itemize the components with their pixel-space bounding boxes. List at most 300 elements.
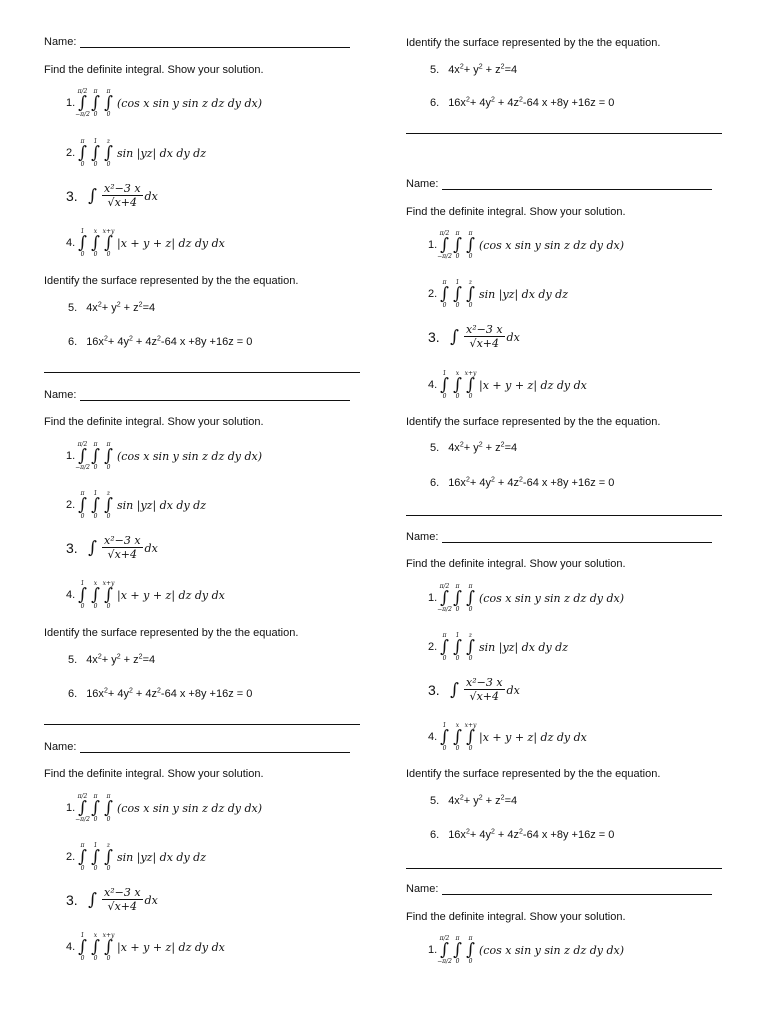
integral-sign-group xyxy=(451,722,464,752)
equation-term: + 4z xyxy=(494,829,520,841)
upper-limit: π xyxy=(106,793,111,800)
integral-symbol: ∫ xyxy=(466,727,475,747)
exponent: 2 xyxy=(465,476,470,484)
integral-sign-group xyxy=(451,230,464,260)
integral-symbol: ∫ xyxy=(450,680,459,700)
integral-sign-group xyxy=(89,228,102,258)
integrand: sin |yz| dx dy dz xyxy=(117,146,206,160)
sqrt-symbol: √ xyxy=(107,196,115,209)
radicand: x+4 xyxy=(114,196,137,209)
integrand: (cos x sin y sin z dz dy dx) xyxy=(479,238,625,252)
exponent: 2 xyxy=(128,687,133,695)
problem-number: 5. xyxy=(430,64,440,76)
name-field xyxy=(44,741,384,753)
problem-1 xyxy=(428,230,768,260)
upper-limit: π xyxy=(442,279,447,286)
problem-2 xyxy=(428,632,768,662)
equation-term: + z xyxy=(482,795,501,807)
exponent: 2 xyxy=(490,828,495,836)
integrand: (cos x sin y sin z dz dy dx) xyxy=(117,449,263,463)
upper-limit: π xyxy=(80,842,85,849)
numerator: x²−3 x xyxy=(104,182,141,195)
equation-term: 16x xyxy=(86,688,104,700)
exponent: 2 xyxy=(97,653,102,661)
integral-sign-group xyxy=(438,935,451,965)
integral-symbol: ∫ xyxy=(104,847,113,867)
name-field xyxy=(406,178,746,190)
equation-term: + z xyxy=(482,64,501,76)
sqrt-symbol: √ xyxy=(107,548,115,561)
integrand: (cos x sin y sin z dz dy dx) xyxy=(479,591,625,605)
exponent: 2 xyxy=(97,301,102,309)
equation-term: + y xyxy=(101,302,117,314)
equation-term: + y xyxy=(463,795,479,807)
upper-limit: π xyxy=(468,583,473,590)
lower-limit: 0 xyxy=(106,464,111,471)
exponent: 2 xyxy=(459,63,464,71)
problem-4 xyxy=(66,932,406,962)
integral-sign-group xyxy=(102,793,115,823)
integral-sign-group xyxy=(102,441,115,471)
upper-limit: π/2 xyxy=(77,441,88,448)
problem-number: 2. xyxy=(66,147,76,159)
integral-symbol: ∫ xyxy=(78,847,87,867)
problem-number: 1. xyxy=(66,450,76,462)
integral-sign-group xyxy=(464,722,477,752)
integral-symbol: ∫ xyxy=(78,446,87,466)
exponent: 2 xyxy=(519,476,523,484)
name-label: Name: xyxy=(44,36,77,48)
integral-sign-group xyxy=(464,230,477,260)
integral-symbol: ∫ xyxy=(78,585,87,605)
instruction-find-integral: Find the definite integral. Show your solution. xyxy=(44,416,264,428)
exponent: 2 xyxy=(519,828,523,836)
equation-term: + 4z xyxy=(494,97,520,109)
upper-limit: π xyxy=(93,441,98,448)
problem-3 xyxy=(66,535,406,561)
integral-sign-group xyxy=(76,580,89,610)
integral-sign-group xyxy=(102,138,115,168)
integral-sign-group xyxy=(464,370,477,400)
problem-4 xyxy=(66,580,406,610)
lower-limit: 0 xyxy=(455,302,460,309)
integral-symbol: ∫ xyxy=(91,937,100,957)
integral-symbol: ∫ xyxy=(104,798,113,818)
numerator: x²−3 x xyxy=(466,676,503,689)
instruction-identify-surface: Identify the surface represented by the the equation. xyxy=(406,768,661,780)
problem-3 xyxy=(428,677,768,703)
problem-number: 5. xyxy=(430,442,440,454)
equation-term: + z xyxy=(482,442,501,454)
integral-sign-group xyxy=(76,932,89,962)
integrand: sin |yz| dx dy dz xyxy=(117,850,206,864)
exponent: 2 xyxy=(103,687,108,695)
upper-limit: x xyxy=(93,228,98,235)
problem-number: 1. xyxy=(66,802,76,814)
lower-limit: 0 xyxy=(106,251,111,258)
upper-limit: 1 xyxy=(80,580,85,587)
lower-limit: 0 xyxy=(80,865,85,872)
name-label: Name: xyxy=(406,531,439,543)
upper-limit: 1 xyxy=(80,932,85,939)
equation-term: =4 xyxy=(142,654,156,666)
problem-number: 5. xyxy=(430,795,440,807)
equation-term: =4 xyxy=(142,302,156,314)
problem-2 xyxy=(428,279,768,309)
integral-symbol: ∫ xyxy=(453,727,462,747)
differential: dx xyxy=(144,189,158,203)
integral-sign-group xyxy=(451,583,464,613)
equation-term: -64 x +8y +16z = 0 xyxy=(160,336,253,348)
equation-term: 16x xyxy=(448,97,466,109)
integral-symbol: ∫ xyxy=(91,495,100,515)
equation-term: + 4z xyxy=(494,477,520,489)
problem-number: 1. xyxy=(428,239,438,251)
integral-sign-group xyxy=(76,793,89,823)
lower-limit: −π/2 xyxy=(437,958,452,965)
upper-limit: 1 xyxy=(93,138,98,145)
upper-limit: 1 xyxy=(455,279,460,286)
upper-limit: 1 xyxy=(80,228,85,235)
radicand: x+4 xyxy=(114,900,137,913)
instruction-find-integral: Find the definite integral. Show your solution. xyxy=(44,768,264,780)
upper-limit: 1 xyxy=(93,842,98,849)
integral-sign-group xyxy=(89,138,102,168)
exponent: 2 xyxy=(478,63,483,71)
lower-limit: 0 xyxy=(106,955,111,962)
problem-number: 3. xyxy=(428,329,440,345)
equation-term: + 4y xyxy=(469,477,491,489)
lower-limit: 0 xyxy=(442,302,447,309)
fraction xyxy=(102,183,143,209)
problem-number: 3. xyxy=(66,188,78,204)
integral-symbol: ∫ xyxy=(453,284,462,304)
section-separator xyxy=(406,133,722,134)
equation-term: + 4y xyxy=(107,688,129,700)
fraction xyxy=(464,324,505,350)
integral-symbol: ∫ xyxy=(440,727,449,747)
problem-number: 4. xyxy=(428,731,438,743)
numerator: x²−3 x xyxy=(466,323,503,336)
equation-5 xyxy=(430,442,768,454)
instruction-identify-surface: Identify the surface represented by the the equation. xyxy=(406,416,661,428)
integral-sign-group xyxy=(464,583,477,613)
upper-limit: x+y xyxy=(102,228,115,235)
lower-limit: 0 xyxy=(80,603,85,610)
integral-symbol: ∫ xyxy=(466,940,475,960)
equation-term: =4 xyxy=(504,442,518,454)
problem-3 xyxy=(428,324,768,350)
upper-limit: π/2 xyxy=(77,88,88,95)
integral-symbol: ∫ xyxy=(450,327,459,347)
lower-limit: 0 xyxy=(455,745,460,752)
lower-limit: 0 xyxy=(106,865,111,872)
exponent: 2 xyxy=(116,301,121,309)
integrand: |x + y + z| dz dy dx xyxy=(117,236,225,250)
integral-sign-group xyxy=(438,279,451,309)
equation-term: -64 x +8y +16z = 0 xyxy=(522,477,615,489)
radicand: x+4 xyxy=(476,690,499,703)
problem-number: 2. xyxy=(66,499,76,511)
denominator xyxy=(470,337,499,350)
integral-symbol: ∫ xyxy=(104,937,113,957)
lower-limit: 0 xyxy=(93,603,98,610)
exponent: 2 xyxy=(459,441,464,449)
problem-number: 4. xyxy=(66,237,76,249)
lower-limit: 0 xyxy=(442,655,447,662)
exponent: 2 xyxy=(103,335,108,343)
integrand: |x + y + z| dz dy dx xyxy=(479,378,587,392)
upper-limit: π xyxy=(93,88,98,95)
lower-limit: 0 xyxy=(442,393,447,400)
lower-limit: 0 xyxy=(468,655,473,662)
exponent: 2 xyxy=(116,653,121,661)
integral-symbol: ∫ xyxy=(91,93,100,113)
lower-limit: −π/2 xyxy=(75,111,90,118)
equation-term: -64 x +8y +16z = 0 xyxy=(522,829,615,841)
lower-limit: −π/2 xyxy=(75,464,90,471)
lower-limit: −π/2 xyxy=(437,606,452,613)
fraction xyxy=(102,887,143,913)
lower-limit: 0 xyxy=(455,253,460,260)
problem-1 xyxy=(66,88,406,118)
integral-symbol: ∫ xyxy=(104,585,113,605)
integral-symbol: ∫ xyxy=(78,937,87,957)
problem-number: 2. xyxy=(428,641,438,653)
equation-term: + y xyxy=(463,64,479,76)
integral-symbol: ∫ xyxy=(453,375,462,395)
integral-symbol: ∫ xyxy=(466,235,475,255)
lower-limit: 0 xyxy=(468,606,473,613)
lower-limit: 0 xyxy=(106,603,111,610)
equation-term: -64 x +8y +16z = 0 xyxy=(522,97,615,109)
instruction-identify-surface: Identify the surface represented by the the equation. xyxy=(44,275,299,287)
instruction-identify-surface: Identify the surface represented by the the equation. xyxy=(44,627,299,639)
numerator: x²−3 x xyxy=(104,886,141,899)
lower-limit: 0 xyxy=(93,251,98,258)
integral-sign-group xyxy=(76,441,89,471)
equation-term: =4 xyxy=(504,64,518,76)
exponent: 2 xyxy=(157,335,161,343)
exponent: 2 xyxy=(478,794,483,802)
integral-sign-group xyxy=(451,279,464,309)
numerator: x²−3 x xyxy=(104,534,141,547)
lower-limit: 0 xyxy=(93,464,98,471)
instruction-find-integral: Find the definite integral. Show your solution. xyxy=(406,558,626,570)
lower-limit: 0 xyxy=(93,111,98,118)
sqrt-symbol: √ xyxy=(469,337,477,350)
upper-limit: π/2 xyxy=(439,935,450,942)
upper-limit: π xyxy=(455,583,460,590)
equation-5 xyxy=(430,795,768,807)
equation-term: 4x xyxy=(448,795,460,807)
problem-number: 2. xyxy=(428,288,438,300)
integral-symbol: ∫ xyxy=(78,143,87,163)
name-field xyxy=(406,531,746,543)
upper-limit: x+y xyxy=(102,932,115,939)
name-blank-line xyxy=(442,179,712,190)
problem-4 xyxy=(66,228,406,258)
integral-sign-group xyxy=(448,329,461,345)
integral-symbol: ∫ xyxy=(104,93,113,113)
radicand: x+4 xyxy=(114,548,137,561)
problem-number: 6. xyxy=(68,336,78,348)
integrand: (cos x sin y sin z dz dy dx) xyxy=(479,943,625,957)
integrand: sin |yz| dx dy dz xyxy=(117,498,206,512)
exponent: 2 xyxy=(519,96,523,104)
sqrt-symbol: √ xyxy=(469,690,477,703)
integral-symbol: ∫ xyxy=(91,585,100,605)
integral-symbol: ∫ xyxy=(88,538,97,558)
equation-6 xyxy=(430,829,768,841)
problem-number: 4. xyxy=(66,589,76,601)
integral-symbol: ∫ xyxy=(440,375,449,395)
equation-5 xyxy=(68,654,408,666)
problem-1 xyxy=(66,793,406,823)
problem-2 xyxy=(66,490,406,520)
exponent: 2 xyxy=(500,794,505,802)
exponent: 2 xyxy=(128,335,133,343)
lower-limit: 0 xyxy=(455,958,460,965)
integral-sign-group xyxy=(89,580,102,610)
problem-number: 4. xyxy=(66,941,76,953)
equation-term: 4x xyxy=(86,302,98,314)
equation-term: + 4z xyxy=(132,688,158,700)
integral-sign-group xyxy=(438,583,451,613)
lower-limit: 0 xyxy=(468,958,473,965)
lower-limit: 0 xyxy=(93,513,98,520)
lower-limit: 0 xyxy=(106,161,111,168)
problem-number: 5. xyxy=(68,654,78,666)
equation-term: -64 x +8y +16z = 0 xyxy=(160,688,253,700)
upper-limit: z xyxy=(106,842,111,849)
integral-symbol: ∫ xyxy=(78,93,87,113)
integral-sign-group xyxy=(89,793,102,823)
upper-limit: π xyxy=(80,490,85,497)
integral-sign-group xyxy=(102,228,115,258)
instruction-find-integral: Find the definite integral. Show your solution. xyxy=(406,206,626,218)
integral-symbol: ∫ xyxy=(91,798,100,818)
integral-sign-group xyxy=(102,88,115,118)
upper-limit: 1 xyxy=(442,370,447,377)
integral-symbol: ∫ xyxy=(78,233,87,253)
exponent: 2 xyxy=(465,828,470,836)
lower-limit: 0 xyxy=(106,513,111,520)
upper-limit: x xyxy=(93,932,98,939)
upper-limit: π xyxy=(468,230,473,237)
equation-5 xyxy=(68,302,408,314)
problem-4 xyxy=(428,722,768,752)
problem-3 xyxy=(66,183,406,209)
integral-symbol: ∫ xyxy=(78,798,87,818)
equation-term: + 4y xyxy=(107,336,129,348)
integral-sign-group xyxy=(451,632,464,662)
integral-symbol: ∫ xyxy=(466,284,475,304)
problem-number: 6. xyxy=(430,97,440,109)
upper-limit: x+y xyxy=(464,370,477,377)
equation-term: 4x xyxy=(448,442,460,454)
equation-term: 16x xyxy=(448,477,466,489)
name-blank-line xyxy=(80,390,350,401)
equation-5 xyxy=(430,64,768,76)
fraction xyxy=(464,677,505,703)
denominator xyxy=(108,900,137,913)
integral-sign-group xyxy=(89,842,102,872)
name-label: Name: xyxy=(406,883,439,895)
integral-symbol: ∫ xyxy=(91,446,100,466)
lower-limit: 0 xyxy=(106,111,111,118)
differential: dx xyxy=(506,330,520,344)
problem-number: 5. xyxy=(68,302,78,314)
sqrt-symbol: √ xyxy=(107,900,115,913)
upper-limit: π xyxy=(468,935,473,942)
section-separator xyxy=(406,868,722,869)
integral-sign-group xyxy=(464,632,477,662)
upper-limit: x xyxy=(455,722,460,729)
upper-limit: π xyxy=(455,230,460,237)
exponent: 2 xyxy=(465,96,470,104)
lower-limit: −π/2 xyxy=(75,816,90,823)
integral-sign-group xyxy=(86,540,99,556)
exponent: 2 xyxy=(478,441,483,449)
lower-limit: 0 xyxy=(93,955,98,962)
integral-sign-group xyxy=(89,441,102,471)
integral-sign-group xyxy=(76,88,89,118)
exponent: 2 xyxy=(138,653,143,661)
integral-sign-group xyxy=(438,230,451,260)
integral-symbol: ∫ xyxy=(104,446,113,466)
integral-symbol: ∫ xyxy=(91,847,100,867)
name-label: Name: xyxy=(44,741,77,753)
integral-symbol: ∫ xyxy=(466,375,475,395)
problem-4 xyxy=(428,370,768,400)
upper-limit: π/2 xyxy=(439,583,450,590)
integral-sign-group xyxy=(89,490,102,520)
problem-1 xyxy=(428,935,768,965)
instruction-find-integral: Find the definite integral. Show your solution. xyxy=(44,64,264,76)
name-field xyxy=(406,883,746,895)
differential: dx xyxy=(506,683,520,697)
integral-sign-group xyxy=(448,682,461,698)
problem-number: 6. xyxy=(430,477,440,489)
exponent: 2 xyxy=(157,687,161,695)
upper-limit: x xyxy=(93,580,98,587)
exponent: 2 xyxy=(500,441,505,449)
integrand: sin |yz| dx dy dz xyxy=(479,287,568,301)
name-blank-line xyxy=(442,532,712,543)
integral-sign-group xyxy=(76,490,89,520)
section-separator xyxy=(406,515,722,516)
integral-sign-group xyxy=(451,935,464,965)
problem-number: 1. xyxy=(428,944,438,956)
upper-limit: 1 xyxy=(93,490,98,497)
upper-limit: z xyxy=(468,632,473,639)
integral-sign-group xyxy=(89,88,102,118)
lower-limit: 0 xyxy=(80,251,85,258)
integral-sign-group xyxy=(102,932,115,962)
instruction-find-integral: Find the definite integral. Show your solution. xyxy=(406,911,626,923)
problem-1 xyxy=(66,441,406,471)
fraction xyxy=(102,535,143,561)
integral-symbol: ∫ xyxy=(91,233,100,253)
integrand: sin |yz| dx dy dz xyxy=(479,640,568,654)
equation-6 xyxy=(68,336,408,348)
exponent: 2 xyxy=(500,63,505,71)
upper-limit: z xyxy=(106,490,111,497)
lower-limit: 0 xyxy=(455,393,460,400)
upper-limit: π xyxy=(455,935,460,942)
name-label: Name: xyxy=(406,178,439,190)
